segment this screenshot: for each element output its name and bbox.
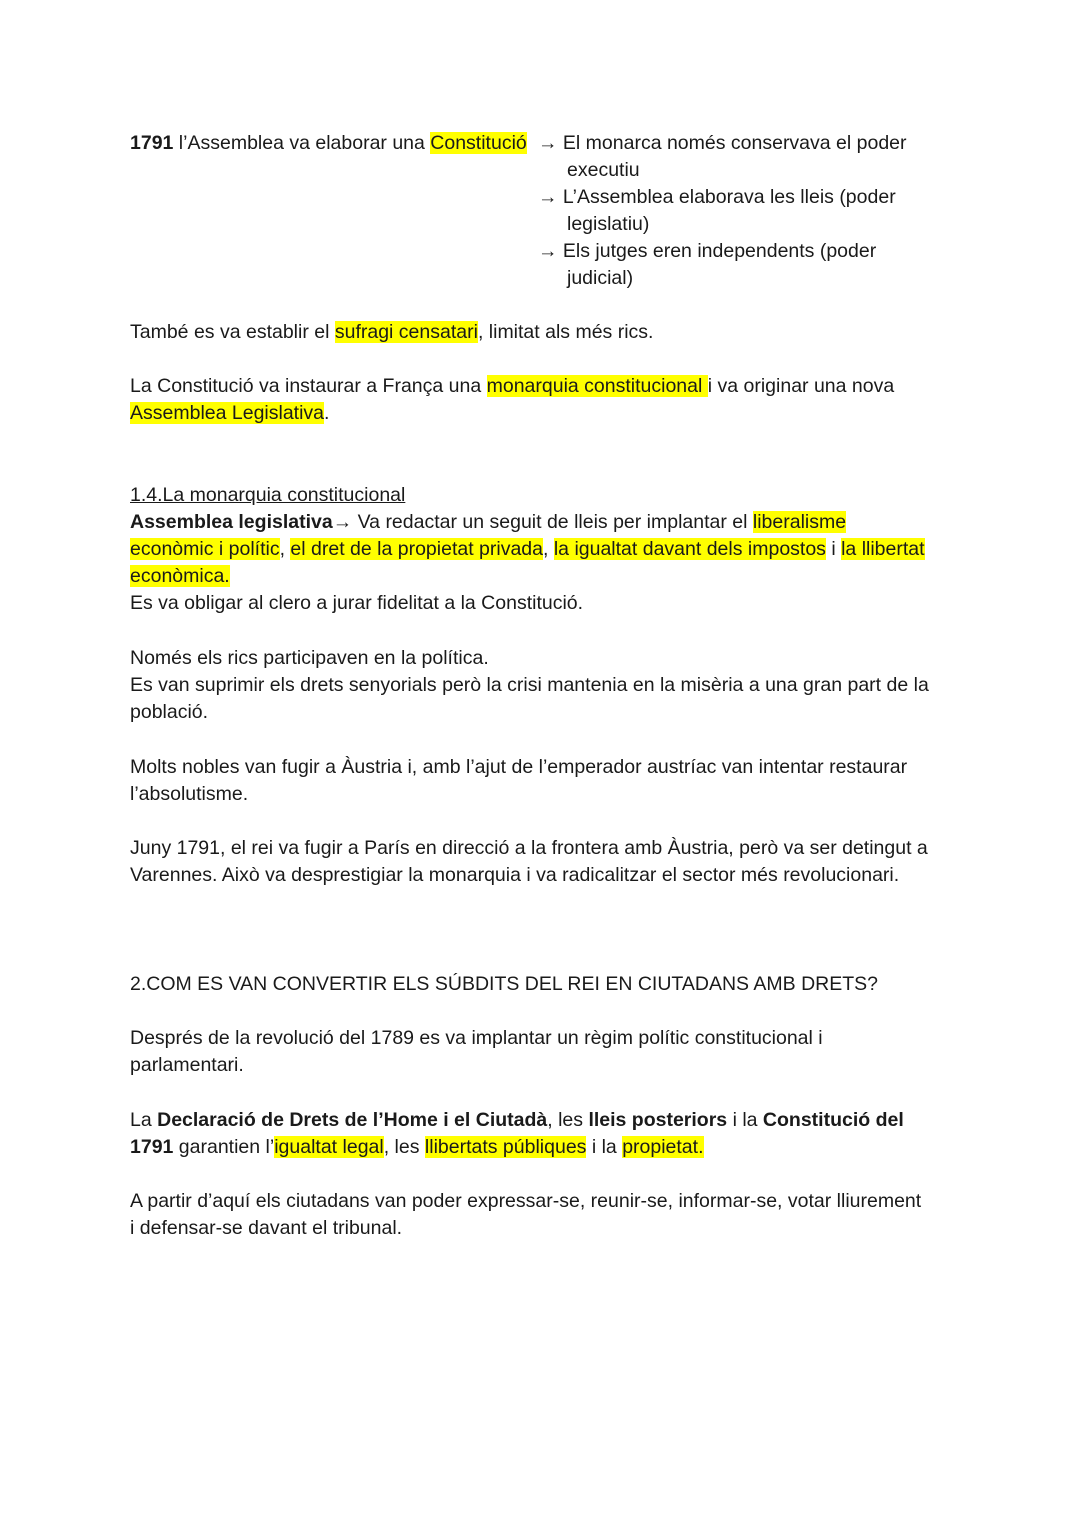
highlight-llibertats-publiques: llibertats públiques bbox=[424, 1136, 587, 1158]
arrow-item-1 bbox=[538, 130, 907, 157]
assemblea-line1 bbox=[130, 509, 846, 536]
sufragi-post: , limitat als més rics. bbox=[477, 321, 654, 343]
highlight-igualtat-legal: igualtat legal bbox=[274, 1136, 384, 1158]
assemblea-text: Va redactar un seguit de lleis per implantar el bbox=[352, 511, 753, 533]
p2-t3: garantien l’ bbox=[173, 1136, 275, 1158]
year-1791: 1791 bbox=[130, 132, 174, 154]
nobles-line1: Molts nobles van fugir a Àustria i, amb l’ajut de l’emperador austríac van intentar restaurar bbox=[130, 756, 908, 778]
p2-t2: i la bbox=[727, 1109, 763, 1131]
arrow-item-2-cont bbox=[567, 211, 649, 238]
sep1: , bbox=[279, 538, 291, 560]
constitucio-del-bold: Constitució del bbox=[762, 1109, 904, 1131]
intro-text: l’Assemblea va elaborar una bbox=[173, 132, 431, 154]
constitucio-mid: i va originar una nova bbox=[707, 375, 895, 397]
arrow-item-1-cont bbox=[567, 157, 640, 184]
constitucio-paragraph-line2 bbox=[130, 400, 329, 427]
year-1791-bold: 1791 bbox=[130, 1136, 174, 1158]
drets-line2: població. bbox=[130, 701, 209, 723]
section-2-title: 2.COM ES VAN CONVERTIR ELS SÚBDITS DEL REI EN CIUTADANS AMB DRETS? bbox=[130, 973, 879, 995]
arrow-item-3 bbox=[538, 238, 876, 265]
constitucio-post: . bbox=[324, 402, 330, 424]
declaracio-bold: Declaració de Drets de l’Home i el Ciutadà bbox=[157, 1109, 548, 1131]
juny-line1: Juny 1791, el rei va fugir a París en direcció a la frontera amb Àustria, però va ser detingut a bbox=[130, 837, 928, 859]
item2-text: L’Assemblea elaborava les lleis (poder bbox=[557, 186, 896, 208]
highlight-liberalisme: liberalisme bbox=[752, 511, 847, 533]
item3-cont-text: judicial) bbox=[567, 267, 634, 289]
section2-p2-line2 bbox=[130, 1134, 704, 1161]
highlight-llibertat: la llibertat bbox=[841, 538, 925, 560]
arrow-item-2 bbox=[538, 184, 896, 211]
constitucio-paragraph-line1 bbox=[130, 373, 894, 400]
juny-line2: Varennes. Això va desprestigiar la monarquia i va radicalitzar el sector més revolucionari. bbox=[130, 864, 900, 886]
p2-t4: , les bbox=[383, 1136, 425, 1158]
arrow-icon: → bbox=[332, 511, 353, 533]
sep2: , bbox=[543, 538, 554, 560]
clero-line: Es va obligar al clero a jurar fidelitat a la Constitució. bbox=[130, 592, 584, 614]
sufragi-pre: També es va establir el bbox=[130, 321, 335, 343]
rics-paragraph: Només els rics participaven en la política. bbox=[130, 647, 489, 669]
item1-text: El monarca només conservava el poder bbox=[557, 132, 907, 154]
constitucio-pre: La Constitució va instaurar a França una bbox=[130, 375, 487, 397]
item3-text: Els jutges eren independents (poder bbox=[557, 240, 877, 262]
nobles-line2: l’absolutisme. bbox=[130, 783, 249, 805]
section2-p1-line2: parlamentari. bbox=[130, 1054, 244, 1076]
highlight-monarquia: monarquia constitucional bbox=[486, 375, 708, 397]
arrow-item-3-cont bbox=[567, 265, 633, 292]
section-1-4-title: 1.4.La monarquia constitucional bbox=[130, 484, 406, 506]
arrow-icon: → bbox=[538, 240, 558, 262]
highlight-propietat: propietat. bbox=[622, 1136, 704, 1158]
highlight-constitucio: Constitució bbox=[430, 132, 527, 154]
highlight-economica: econòmica. bbox=[130, 565, 230, 587]
highlight-propietat-privada: el dret de la propietat privada bbox=[290, 538, 543, 560]
section2-p1-line1: Després de la revolució del 1789 es va implantar un règim polític constitucional i bbox=[130, 1027, 823, 1049]
arrow-icon: → bbox=[538, 132, 558, 154]
highlight-sufragi: sufragi censatari bbox=[334, 321, 478, 343]
lleis-posteriors-bold: lleis posteriors bbox=[588, 1109, 728, 1131]
p2-t5: i la bbox=[586, 1136, 623, 1158]
section2-p3-line2: i defensar-se davant el tribunal. bbox=[130, 1217, 403, 1239]
item1-cont-text: executiu bbox=[567, 159, 640, 181]
assemblea-legislativa-bold: Assemblea legislativa bbox=[130, 511, 333, 533]
assemblea-line2 bbox=[130, 536, 925, 563]
item2-cont-text: legislatiu) bbox=[567, 213, 650, 235]
section2-p2-line1 bbox=[130, 1107, 904, 1134]
highlight-assemblea: Assemblea Legislativa bbox=[130, 402, 325, 424]
p2-t1: , les bbox=[547, 1109, 589, 1131]
highlight-igualtat-impostos: la igualtat davant dels impostos bbox=[553, 538, 826, 560]
assemblea-line3 bbox=[130, 563, 230, 590]
constitucio-line bbox=[130, 130, 527, 157]
p2-la: La bbox=[130, 1109, 158, 1131]
arrow-icon: → bbox=[538, 186, 558, 208]
highlight-economic-politic: econòmic i polític bbox=[130, 538, 280, 560]
sufragi-paragraph bbox=[130, 319, 653, 346]
section2-p3-line1: A partir d’aquí els ciutadans van poder expressar-se, reunir-se, informar-se, votar lliurement bbox=[130, 1190, 922, 1212]
drets-line1: Es van suprimir els drets senyorials però la crisi mantenia en la misèria a una gran part de la bbox=[130, 674, 929, 696]
sep3: i bbox=[825, 538, 842, 560]
